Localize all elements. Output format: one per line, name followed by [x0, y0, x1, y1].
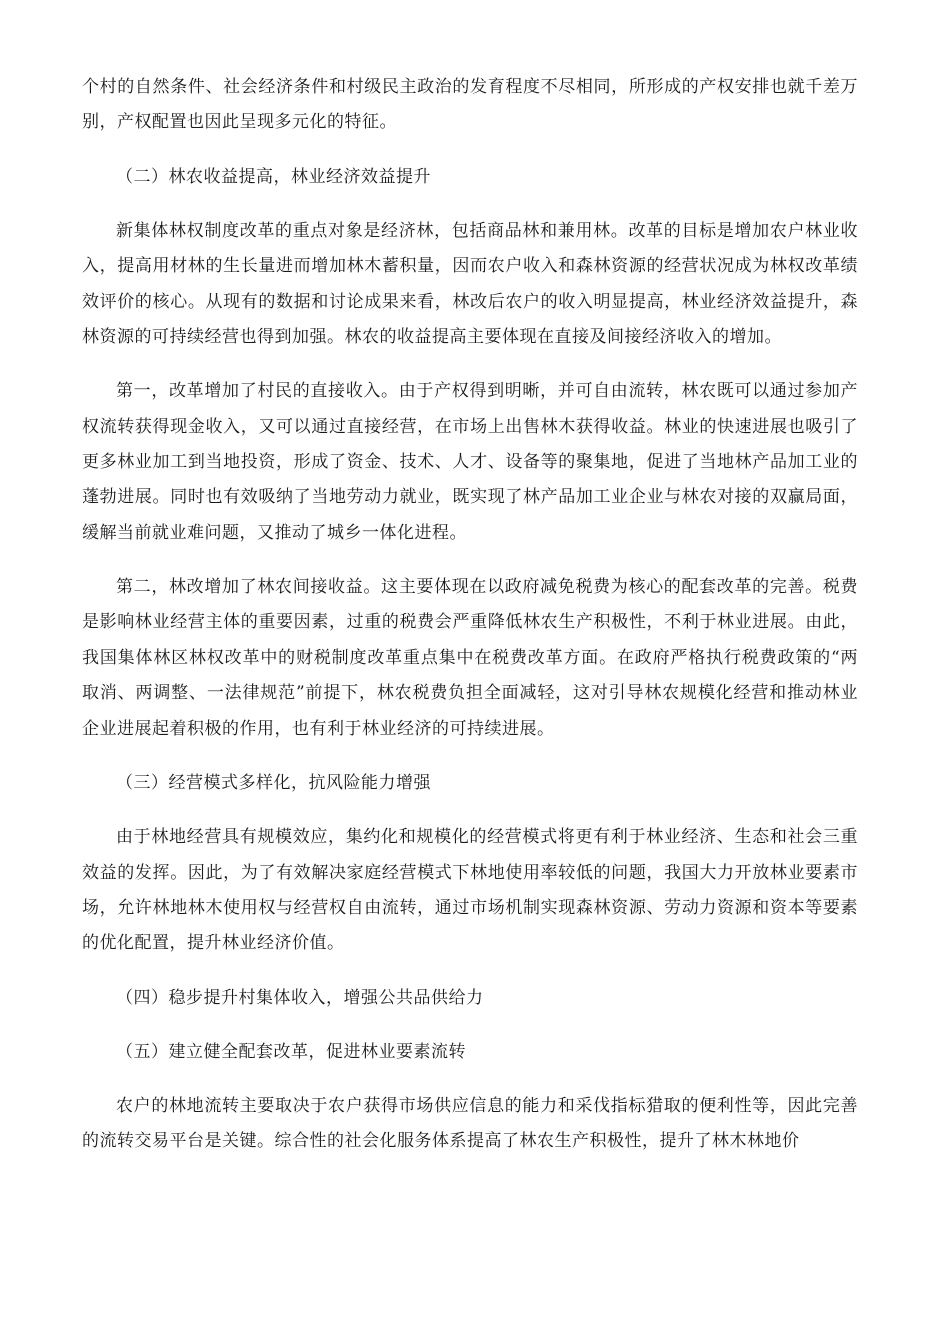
- paragraph-continued: 个村的自然条件、社会经济条件和村级民主政治的发育程度不尽相同，所形成的产权安排也就千差万别，产权配置也因此呈现多元化的特征。: [82, 77, 858, 133]
- section-heading-5: （五）建立健全配套改革，促进林业要素流转: [116, 1041, 466, 1062]
- paragraph: 新集体林权制度改革的重点对象是经济林，包括商品林和兼用林。改革的目标是增加农户林业收入，提高用材林的生长量进而增加林木蓄积量，因而农户收入和森林资源的经营状况成为林权改革绩效评价的核心。从现有的数据和讨论成果来看，林改后农户的收入明显提高，林业经济效益提升，森林资源的可持续经营也得到加强。林农的收益提高主要体现在直接及间接经济收入的增加。: [82, 220, 858, 348]
- section-heading-4: （四）稳步提升村集体收入，增强公共品供给力: [116, 987, 484, 1008]
- paragraph: 第一，改革增加了村民的直接收入。由于产权得到明晰，并可自由流转，林农既可以通过参加产权流转获得现金收入，又可以通过直接经营，在市场上出售林木获得收益。林业的快速进展也吸引了更多林业加工到当地投资，形成了资金、技术、人才、设备等的聚集地，促进了当地林产品加工业的蓬勃进展。同时也有效吸纳了当地劳动力就业，既实现了林产品加工业企业与林农对接的双赢局面，缓解当前就业难问题，又推动了城乡一体化进程。: [82, 381, 858, 543]
- paragraph-truncated: 农户的林地流转主要取决于农户获得市场供应信息的能力和采伐指标猎取的便利性等，因此完善的流转交易平台是关键。综合性的社会化服务体系提高了林农生产积极性，提升了林木林地价: [82, 1095, 858, 1152]
- paragraph: 由于林地经营具有规模效应，集约化和规模化的经营模式将更有利于林业经济、生态和社会三重效益的发挥。因此，为了有效解决家庭经营模式下林地使用率较低的问题，我国大力开放林业要素市场，允许林地林木使用权与经营权自由流转，通过市场机制实现森林资源、劳动力资源和资本等要素的优化配置，提升林业经济价值。: [82, 827, 858, 954]
- section-heading-2: （二）林农收益提高，林业经济效益提升: [116, 166, 431, 187]
- document-body: [82, 70, 858, 1179]
- paragraph: 第二，林改增加了林农间接收益。这主要体现在以政府减免税费为核心的配套改革的完善。税费是影响林业经营主体的重要因素，过重的税费会严重降低林农生产积极性，不利于林业进展。由此，我国集体林区林权改革中的财税制度改革重点集中在税费改革方面。在政府严格执行税费政策的“两取消、两调整、一法律规范”前提下，林农税费负担全面减轻，这对引导林农规模化经营和推动林业企业进展起着积极的作用，也有利于林业经济的可持续进展。: [82, 577, 858, 739]
- section-heading-3: （三）经营模式多样化，抗风险能力增强: [116, 772, 431, 793]
